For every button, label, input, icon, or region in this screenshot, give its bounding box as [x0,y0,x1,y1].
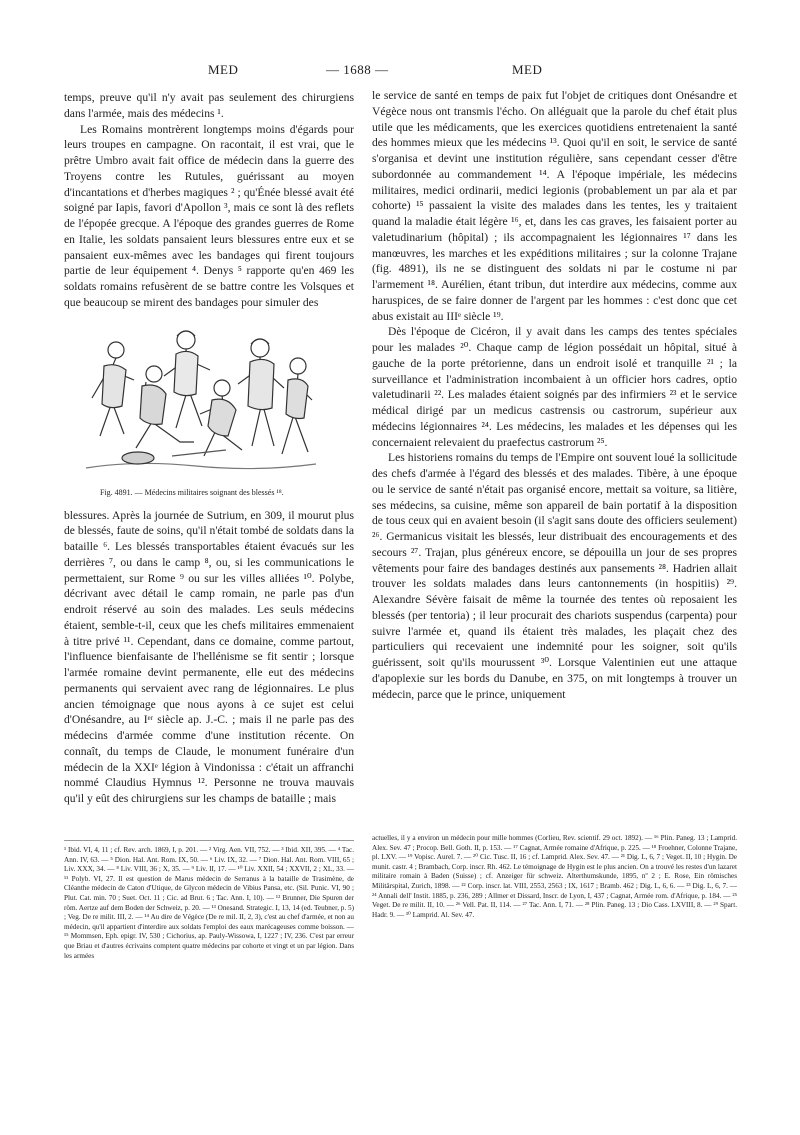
right-column [372,88,737,702]
paragraph: Les historiens romains du temps de l'Empire ont souvent loué la sollicitude des chefs d'armée à l'égard des blessés et des malades. Tibère, à une époque ou le service de santé n'était pas organisé encore, mettait sa voiture, sa litière, ses médecins, sa cuisine, même son appareil de bain portatif à la disposition de tous ceux qui en avaient besoin (il s'agit sans doute des officiers seulement) ²⁶. Germanicus visitait les blessés, leur distribuait des encouragements et des secours ²⁷. Trajan, plus généreux encore, se dépouilla un jour de ses propres vêtements pour faire des bandages destinés aux pansements ²⁸. Hadrien allait trouver les soldats malades dans leurs cantonnements (in hospitiis) ²⁹. Alexandre Sévère faisait de même la tournée des tentes où reposaient les blessés (per tentoria) ; il leur procurait des chariots suspendus (carpenta) pour suivre l'armée et, quand ils étaient très malades, les plaçait chez des particuliers qui recevaient une indemnité pour les soigner, soit qu'ils guérissent, soit qu'ils mourussent ³⁰. Lorsque Valentinien eut une attaque d'apoplexie sur les bords du Danube, en 375, on mit longtemps à trouver un médecin, parce que le prince, uniquement [372,451,737,701]
footnote-block: actuelles, il y a environ un médecin pour mille hommes (Corlieu, Rev. scientif. 29 oct. 1892). — ¹⁶ Plin. Paneg. 13 ; Lamprid. Alex. Sev. 47 ; Procop. Bell. Goth. II, p. 153. — ¹⁷ Cagnat, Armée romaine d'Afrique, p. 225. — ¹⁸ Froehner, Colonne Trajane, pl. LXV. — ¹⁹ Vopisc. Aurel. 7. — ²⁰ Cic. Tusc. II, 16 ; cf. Lamprid. Alex. Sev. 47. — ²¹ Dig. L, 6, 7 ; Veget. II, 10 ; Hygin. De munit. castr. 4 ; Brambach, Corp. inscr. Rh. 462. Le témoignage de Hygin est le plus ancien. On a trouvé les restes d'un lazaret militaire romain à Baden (Suisse) ; cf. Anzeiger für schweiz. Alterthumskunde, 1895, nº 2 ; E. Rose, Ein römisches Militärspital, Zurich, 1898. — ²² Corp. inscr. lat. VIII, 2553, 2563 ; IX, 1617 ; Bramb. 462 ; Dig. L, 6, 6. — ²³ Dig. L, 6, 7. — ²⁴ Annali dell' Instit. 1885, p. 236, 289 ; Allmer et Dissard, Inscr. de Lyon, I, 437 ; Cagnat, Armée rom. d'Afrique, p. 184. — ²⁵ Veget. De re milit. II, 10. — ²⁶ Vell. Pat. II, 114. — ²⁷ Tac. Ann. I, 71. — ²⁸ Plin. Paneg. 13 ; Dio Cass. LXVIII, 8. — ²⁹ Spart. Hadr. 9. — ³⁰ Lamprid. Al. Sev. 47. [372,834,737,919]
paragraph: blessures. Après la journée de Sutrium, en 309, il mourut plus de blessés, faute de soins, qu'il n'était tombé de soldats dans la bataille ⁶. Les blessés transportables étaient évacués sur les derrières ⁷, ou dans le camp ⁸, ou, si les communications le permettaient, sur Rome ⁹ ou sur les villes alliées ¹⁰. Polybe, décrivant avec détail le camp romain, ne parle pas d'un endroit réservé au soin des malades. Les seuls médecins étaient, semble-t-il, ceux que les chefs militaires emmenaient à titre privé ¹¹. Cependant, dans ce domaine, comme partout, l'influence bienfaisante de l'hellénisme se fit sentir ; lorsque l'armée romaine devint permanente, elle eut des médecins permanents qui servaient avec rang de légionnaires. Le plus ancien témoignage que nous ayons à ce sujet est celui d'Onésandre, au Iᵉʳ siècle ap. J.-C. ; mais il ne parle pas des médecins d'armée comme d'une institution récente. On connaît, du temps de Claude, le monument funéraire d'un médecin de la XXIᵉ légion à Vindonissa : c'était un affranchi nommé Claudius Hymnus ¹². Personne ne trouva mauvais qu'il y eût des chirurgiens sur les champs de bataille ; mais [64,508,354,805]
paragraph: temps, preuve qu'il n'y avait pas seulement des chirurgiens dans l'armée, mais des médecins ¹. [64,91,354,120]
header-left-keyword: MED [208,62,239,77]
page-number: — 1688 — [326,62,389,77]
header-right-keyword: MED [512,62,543,77]
figure-4891 [64,318,354,500]
page-header [64,62,736,78]
paragraph: Dès l'époque de Cicéron, il y avait dans les camps des tentes spéciales pour les malades ²⁰. Chaque camp de légion possédait un hôpital, situé à gauche de la porte prétorienne, dans un endroit isolé et tranquille ²¹ ; la surveillance et l'administration incombaient à un officier hors cadres, optio valetudinarii ²². Les malades étaient soignés par des infirmiers ²³ et le service médical dirigé par un medicus castrensis ou castrorum, supérieur aux médecins légionnaires ²⁴. Les médecins, les malades et les dépenses qui les concernaient relevaient du praefectus castrorum ²⁵. [372,325,737,449]
military-doctors-engraving [76,318,322,478]
paragraph: le service de santé en temps de paix fut l'objet de critiques dont Onésandre et Végèce nous ont transmis l'écho. On alléguait que la parole du chef était plus utile que les médicaments, que les exercices quotidiens entretenaient la santé des hommes mieux que les médecins ¹³. Quoi qu'il en soit, le service de santé s'organisa et devint une institution régulière, sans cependant cesser d'être subordonnée au commandement ¹⁴. A l'époque impériale, les médecins militaires, medici ordinarii, medici legionis (probablement un par ala et par cohorte) ¹⁵ passaient la visite des malades dans les tentes, les y traitaient quand la maladie était légère ¹⁶, et, dans les cas graves, les faisaient porter au valetudinarium (hôpital) ; ils accompagnaient les légionnaires ¹⁷ dans les manœuvres, les marches et les expéditions militaires ; sur la colonne Trajane (fig. 4891), ils ne se distinguent des soldats ni par le costume ni par l'armement ¹⁸. Aurélien, étant tribun, dut interdire aux médecins, comme aux haruspices, de se faire donner de l'argent par les hommes : c'est donc que cet abus existait au IIIᵉ siècle ¹⁹. [372,89,737,323]
footnotes-right [372,834,737,920]
footnotes-left [64,846,354,961]
figure-caption: Fig. 4891. — Médecins militaires soignant des blessés ¹⁸. [100,487,284,497]
footnote-divider-left [64,840,354,841]
paragraph: Les Romains montrèrent longtemps moins d'égards pour leurs troupes en campagne. On racontait, il est vrai, que le prêtre Umbro avait fait office de médecin dans la guerre des Troyens contre les Rutules, guérissant au moyen d'incantations et d'herbes magiques ² ; qu'Énée blessé avait été soigné par Iapis, favori d'Apollon ³, mais ce sont là des reflets de l'épopée grecque. A l'époque des grandes guerres de Rome en Italie, les soldats pansaient leurs blessures entre eux et se pansaient eux-mêmes avec les bandages qui firent toujours partie de leur équipement ⁴. Denys ⁵ rapporte qu'en 469 les soldats romains refusèrent de se battre contre les Volsques et que beaucoup se mirent des bandages pour simuler des [64,122,354,309]
footnote-block: ¹ Ibid. VI, 4, 11 ; cf. Rev. arch. 1869, I, p. 201. — ² Virg. Aen. VII, 752. — ³ Ibid. XII, 395. — ⁴ Tac. Ann. IV, 63. — ⁵ Dion. Hal. Ant. Rom. IX, 50. — ⁶ Liv. IX, 32. — ⁷ Dion. Hal. Ant. Rom. VIII, 65 ; Liv. XXX, 34. — ⁸ Liv. VIII, 36 ; X, 35. — ⁹ Liv. II, 17. — ¹⁰ Liv. XXII, 54 ; XXVII, 2 ; XL, 33. — ¹¹ Polyb. VI, 27. Il est question de Marus médecin de Serranus à la bataille de Trasimène, de Cléanthe médecin de Caton d'Utique, de Glycon médecin de Vibius Pansa, etc. (Sil. Punic. VI, 90 ; Plut. Cat. min. 70 ; Suet. Oct. 11 ; Cic. ad Brut. 6 ; Tac. Ann. I, 10). — ¹² Brunner, Die Spuren der röm. Aertze auf dem Boden der Schweiz, p. 20. — ¹³ Onesand. Strategic. I, 13, 14 (ed. Teubner, p. 5) ; Veg. De re milit. III, 2. — ¹⁴ Au dire de Végèce (De re mil. II, 2, 3), c'est au chef d'armée, et non au médecin, qu'il appartient d'interdire aux soldats l'emploi des eaux marécageuses comme boisson. — ¹⁵ Mommsen, Eph. epigr. IV, 530 ; Cichorius, ap. Pauly-Wissowa, I, 1227 ; IV, 236. C'est par erreur que Briau et d'autres écrivains comptent quatre médecins par cohorte et vingt et un par légion. Dans les armées [64,846,354,960]
left-column [64,90,354,807]
